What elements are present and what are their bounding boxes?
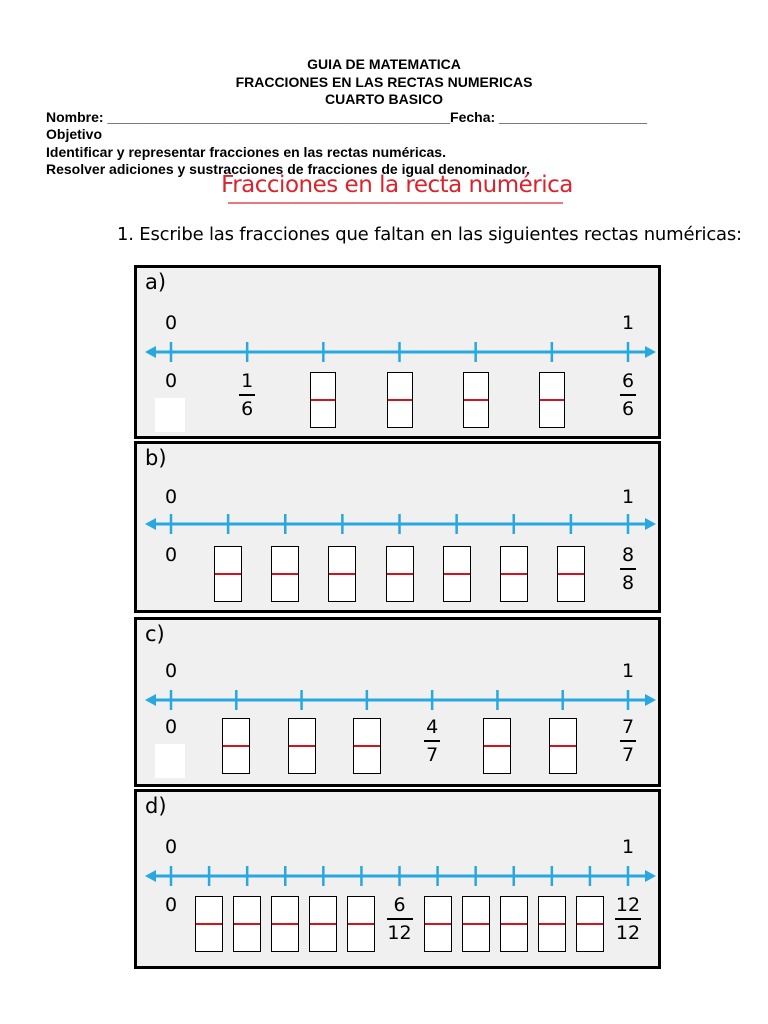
one-label: 1 <box>621 836 635 858</box>
fraction-answer-box[interactable] <box>463 372 489 428</box>
fraction-answer-box[interactable] <box>347 896 375 952</box>
number-line <box>137 685 664 715</box>
fraction-bar <box>272 573 298 575</box>
left-arrowhead <box>145 518 156 530</box>
fraction-bar <box>539 923 565 925</box>
fraction-answer-box[interactable] <box>233 896 261 952</box>
fraction-bar <box>464 399 488 401</box>
fraction-bar <box>540 399 564 401</box>
fraction-bar <box>196 923 222 925</box>
section-title: Fracciones en la recta numérica <box>221 172 573 198</box>
right-arrowhead <box>645 346 656 358</box>
fraction-denominator: 7 <box>426 744 439 766</box>
fraction-answer-box[interactable] <box>549 718 577 774</box>
fraction-answer-box[interactable] <box>386 546 414 602</box>
number-line-panel-b <box>134 441 661 613</box>
fraction-line <box>620 740 636 742</box>
fraction-bar <box>234 923 260 925</box>
blank-patch <box>155 398 185 432</box>
number-line <box>137 861 664 891</box>
fraction-answer-box[interactable] <box>443 546 471 602</box>
name-date-line: Nombre: ____________________________________________Fecha: ___________________ <box>46 108 647 125</box>
fraction-answer-box[interactable] <box>576 896 604 952</box>
fraction-numerator: 6 <box>393 894 406 916</box>
fraction-answer-box[interactable] <box>500 546 528 602</box>
fraction-numerator: 6 <box>621 370 635 392</box>
panel-letter: a) <box>145 270 167 294</box>
fraction-answer-box[interactable] <box>462 896 490 952</box>
fraction-bar <box>310 923 336 925</box>
left-arrowhead <box>145 870 156 882</box>
fraction-bar <box>501 573 527 575</box>
right-arrowhead <box>645 870 656 882</box>
panel-letter: d) <box>145 794 167 818</box>
right-arrowhead <box>645 694 656 706</box>
fraction-numerator: 12 <box>615 894 641 916</box>
given-fraction <box>608 544 648 594</box>
objective-1: Identificar y representar fracciones en las rectas numéricas. <box>46 143 446 160</box>
fraction-answer-box[interactable] <box>539 372 565 428</box>
fraction-bar <box>577 923 603 925</box>
fraction-answer-box[interactable] <box>424 896 452 952</box>
number-line-panel-d <box>134 789 661 969</box>
fraction-answer-box[interactable] <box>557 546 585 602</box>
fraction-denominator: 12 <box>615 922 641 944</box>
left-arrowhead <box>145 346 156 358</box>
fraction-numerator: 4 <box>426 716 439 738</box>
fraction-answer-box[interactable] <box>271 896 299 952</box>
given-fraction <box>608 716 648 766</box>
fraction-line <box>620 394 636 396</box>
fraction-denominator: 6 <box>241 398 254 420</box>
fraction-bar <box>329 573 355 575</box>
start-zero-label: 0 <box>164 544 178 566</box>
guide-title: GUIA DE MATEMATICA <box>307 56 461 72</box>
fraction-denominator: 8 <box>621 572 635 594</box>
number-line <box>137 337 664 367</box>
given-fraction <box>227 370 267 420</box>
fraction-bar <box>444 573 470 575</box>
number-line-panel-a <box>134 265 661 439</box>
left-arrowhead <box>145 694 156 706</box>
given-fraction <box>380 894 420 944</box>
fraction-answer-box[interactable] <box>222 718 250 774</box>
fraction-answer-box[interactable] <box>387 372 413 428</box>
fraction-numerator: 1 <box>241 370 254 392</box>
zero-label: 0 <box>164 660 178 682</box>
right-arrowhead <box>645 518 656 530</box>
fraction-bar <box>388 399 412 401</box>
fraction-line <box>615 918 641 920</box>
fraction-answer-box[interactable] <box>483 718 511 774</box>
fraction-bar <box>348 923 374 925</box>
fraction-bar <box>425 923 451 925</box>
fraction-bar <box>387 573 413 575</box>
fraction-bar <box>550 745 576 747</box>
fraction-denominator: 7 <box>621 744 635 766</box>
fraction-bar <box>272 923 298 925</box>
fraction-bar <box>215 573 241 575</box>
one-label: 1 <box>621 660 635 682</box>
fraction-line <box>387 918 413 920</box>
fraction-bar <box>223 745 249 747</box>
fraction-answer-box[interactable] <box>309 896 337 952</box>
blank-patch <box>155 744 185 778</box>
given-fraction <box>608 370 648 420</box>
objective-heading: Objetivo <box>46 126 103 142</box>
fraction-bar <box>463 923 489 925</box>
zero-label: 0 <box>164 836 178 858</box>
fraction-bar <box>354 745 380 747</box>
fraction-denominator: 12 <box>387 922 412 944</box>
fraction-answer-box[interactable] <box>214 546 242 602</box>
given-fraction <box>608 894 648 944</box>
grade-level: CUARTO BASICO <box>325 91 443 107</box>
fraction-answer-box[interactable] <box>288 718 316 774</box>
guide-topic: FRACCIONES EN LAS RECTAS NUMERICAS <box>235 73 533 90</box>
fraction-line <box>424 740 440 742</box>
zero-label: 0 <box>164 312 178 334</box>
number-line-panel-c <box>134 617 661 787</box>
section-title-underline <box>228 202 563 204</box>
fraction-bar <box>501 923 527 925</box>
start-zero-label: 0 <box>164 894 178 916</box>
panel-letter: c) <box>145 622 165 646</box>
fraction-answer-box[interactable] <box>538 896 566 952</box>
objective-2: Resolver adiciones y sustracciones de fracciones de igual denominador. <box>46 161 530 177</box>
start-zero-label: 0 <box>164 370 178 392</box>
fraction-answer-box[interactable] <box>500 896 528 952</box>
fraction-bar <box>558 573 584 575</box>
given-fraction <box>412 716 452 766</box>
fraction-answer-box[interactable] <box>310 372 336 428</box>
number-line <box>137 509 664 539</box>
fraction-denominator: 6 <box>621 398 635 420</box>
fraction-line <box>620 568 636 570</box>
instruction: 1. Escribe las fracciones que faltan en las siguientes rectas numéricas: <box>117 224 742 245</box>
fraction-answer-box[interactable] <box>271 546 299 602</box>
start-zero-label: 0 <box>164 716 178 738</box>
fraction-answer-box[interactable] <box>353 718 381 774</box>
fraction-bar <box>484 745 510 747</box>
panel-letter: b) <box>145 446 167 470</box>
worksheet-header <box>0 56 768 179</box>
fraction-answer-box[interactable] <box>195 896 223 952</box>
fraction-line <box>239 394 255 396</box>
one-label: 1 <box>621 312 635 334</box>
fraction-bar <box>311 399 335 401</box>
one-label: 1 <box>621 486 635 508</box>
fraction-numerator: 7 <box>621 716 635 738</box>
zero-label: 0 <box>164 486 178 508</box>
fraction-bar <box>289 745 315 747</box>
fraction-answer-box[interactable] <box>328 546 356 602</box>
fraction-numerator: 8 <box>621 544 635 566</box>
